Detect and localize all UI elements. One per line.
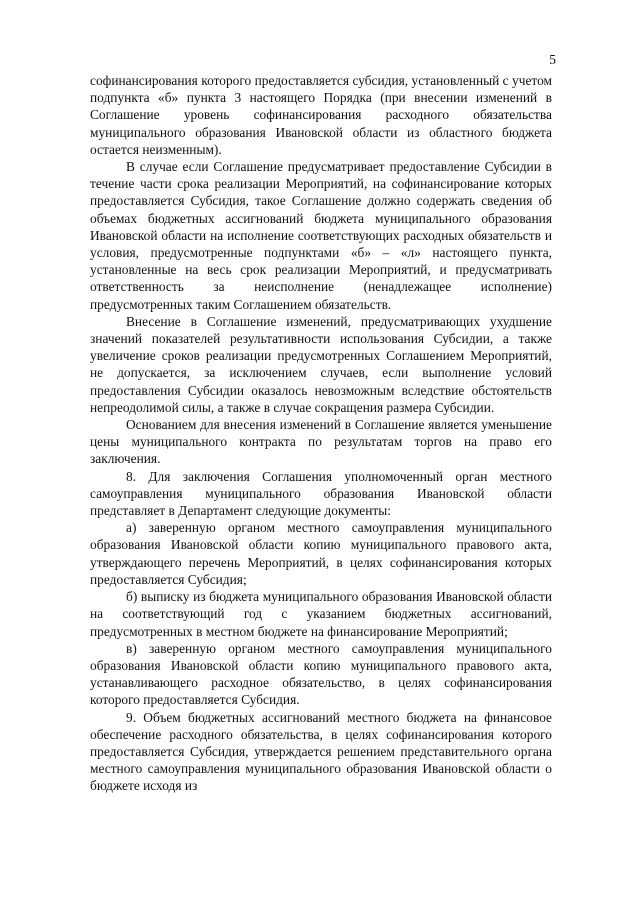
paragraph-amendments: Внесение в Соглашение изменений, предусматривающих ухудшение значений показателей результативности использования Субсидии, а также увеличение сроков реализации предусмотренных Соглашением Мероприятий, не допускается, за исключением случаев, если выполнение условий предоставления Субсидии оказалось невозможным вследствие обстоятельств непреодолимой силы, а также в случае сокращения размера Субсидии. <box>90 313 552 415</box>
paragraph-item-8a: а) заверенную органом местного самоуправления муниципального образования Ивановской области копию муниципального правового акта, утверждающего перечень Мероприятий, в целях софинансирования которых предоставляется Субсидия; <box>90 520 552 587</box>
page-number: 5 <box>549 52 556 67</box>
paragraph-item-8: 8. Для заключения Соглашения уполномоченный орган местного самоуправления муниципального образования Ивановской области представляет в Департамент следующие документы: <box>90 468 552 519</box>
document-body <box>90 72 552 795</box>
paragraph-amendment-basis: Основанием для внесения изменений в Соглашение является уменьшение цены муниципального контракта по результатам торгов на право его заключения. <box>90 417 552 467</box>
paragraph-continuation: софинансирования которого предоставляется субсидия, установленный с учетом подпункта «б» пункта 3 настоящего Порядка (при внесении изменений в Соглашение уровень софинансирования расходного обязательства муниципального образования Ивановской области из областного бюджета остается неизменным). <box>90 73 552 157</box>
paragraph-item-8c: в) заверенную органом местного самоуправления муниципального образования Ивановской области копию муниципального правового акта, устанавливающего расходное обязательство, в целях софинансирования которого предоставляется Субсидия. <box>90 640 552 708</box>
paragraph-partial-term: В случае если Соглашение предусматривает предоставление Субсидии в течение части срока реализации Мероприятий, на софинансирование которых предоставляется Субсидия, такое Соглашение должно содержать сведения об объемах бюджетных ассигнований бюджета муниципального образования Ивановской области на исполнение соответствующих расходных обязательств и условия, предусмотренные подпунктами «б» – «л» настоящего пункта, установленные на весь срок реализации Мероприятий, и предусматривать ответственность за неисполнение (ненадлежащее исполнение) предусмотренных таким Соглашением обязательств. <box>90 159 552 312</box>
paragraph-item-9: 9. Объем бюджетных ассигнований местного бюджета на финансовое обеспечение расходного обязательства, в целях софинансирования которого предоставляется Субсидия, утверждается решением представительного органа местного самоуправления муниципального образования Ивановской области о бюджете исходя из <box>90 709 552 794</box>
paragraph-item-8b: б) выписку из бюджета муниципального образования Ивановской области на соответствующий год с указанием бюджетных ассигнований, предусмотренных в местном бюджете на финансирование Мероприятий; <box>90 589 552 639</box>
